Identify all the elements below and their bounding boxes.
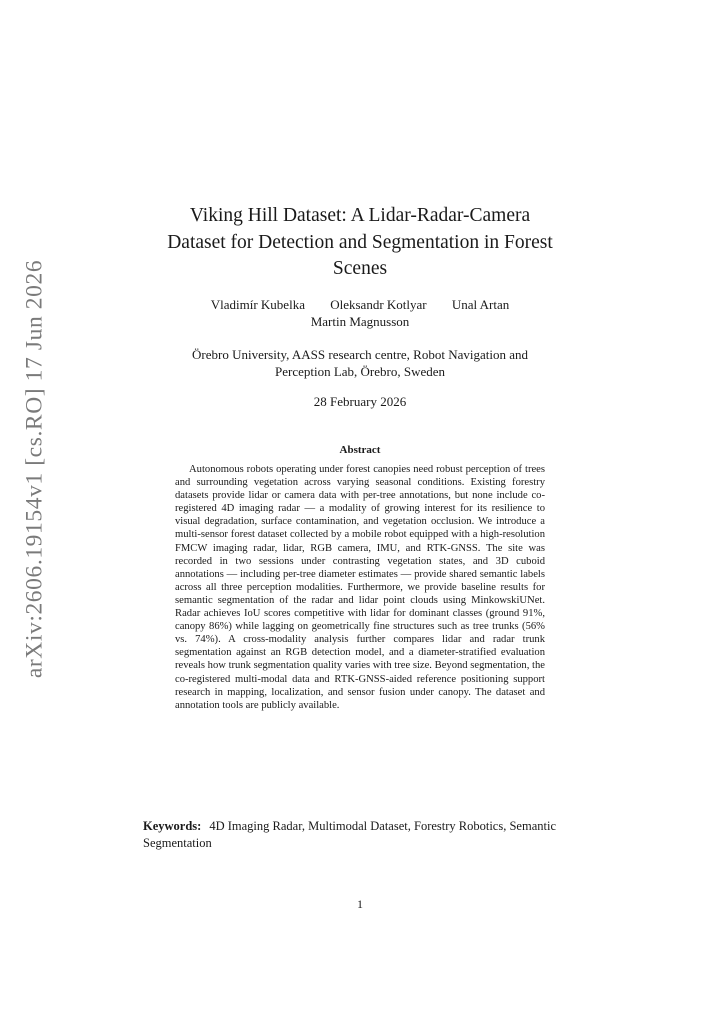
title-line: Scenes xyxy=(332,258,388,279)
title-line: Dataset for Detection and Segmentation in Forest xyxy=(167,231,553,253)
affiliation xyxy=(140,346,580,380)
page-number: 1 xyxy=(357,897,363,911)
author-name: Oleksandr Kotlyar xyxy=(330,297,427,312)
arxiv-id-text: arXiv:2606.19154v1 [cs.RO] 17 Jun 2026 xyxy=(21,259,48,679)
affiliation-line: Örebro University, AASS research centre, Robot Navigation and xyxy=(192,347,528,362)
title-line: Viking Hill Dataset: A Lidar-Radar-Camera xyxy=(189,205,531,226)
author-list xyxy=(140,296,580,330)
keywords-section xyxy=(143,818,583,852)
arxiv-identifier-stamp xyxy=(15,259,55,679)
publication-date: 28 February 2026 xyxy=(313,394,407,409)
keywords-text: 4D Imaging Radar, Multimodal Dataset, Forestry Robotics, Semantic Segmentation xyxy=(143,819,556,850)
affiliation-line: Perception Lab, Örebro, Sweden xyxy=(274,364,446,379)
author-name: Unal Artan xyxy=(451,297,510,312)
abstract-heading: Abstract xyxy=(339,444,381,456)
keywords-label: Keywords: xyxy=(143,819,202,833)
author-name: Martin Magnusson xyxy=(310,314,410,329)
abstract-body: Autonomous robots operating under forest canopies need robust perception of trees and surrounding vegetation across varying seasonal conditions. Existing forestry datasets provide lidar or camera data with per-tree annotations, but none include co-registered 4D imaging radar — a modality of growing interest for its resilience to visual degradation, surface contamination, and vegetation occlusion. We introduce a multi-sensor forest dataset collected by a mobile robot equipped with a high-resolution FMCW imaging radar, lidar, RGB camera, IMU, and RTK-GNSS. The site was recorded in two sessions under contrasting vegetation states, and 3D cuboid annotations — including per-tree diameter estimates — provide shared semantic labels across all three perception modalities. Furthermore, we provide baseline results for semantic segmentation of the radar and lidar point clouds using MinkowskiUNet. Radar achieves IoU scores competitive with lidar for dominant classes (ground 91%, canopy 86%) while lagging on geometrically fine structures such as tree trunks (56% vs. 74%). A cross-modality analysis further compares lidar and radar trunk segmentation against an RGB detection model, and a diameter-stratified evaluation reveals how trunk segmentation quality varies with tree size. Beyond segmentation, the co-registered multi-modal data and RTK-GNSS-aided reference positioning support research in mapping, localization, and sensor fusion under canopy. The dataset and annotation tools are publicly available. xyxy=(175,464,545,711)
author-name: Vladimír Kubelka xyxy=(210,297,305,312)
paper-title xyxy=(120,203,600,283)
